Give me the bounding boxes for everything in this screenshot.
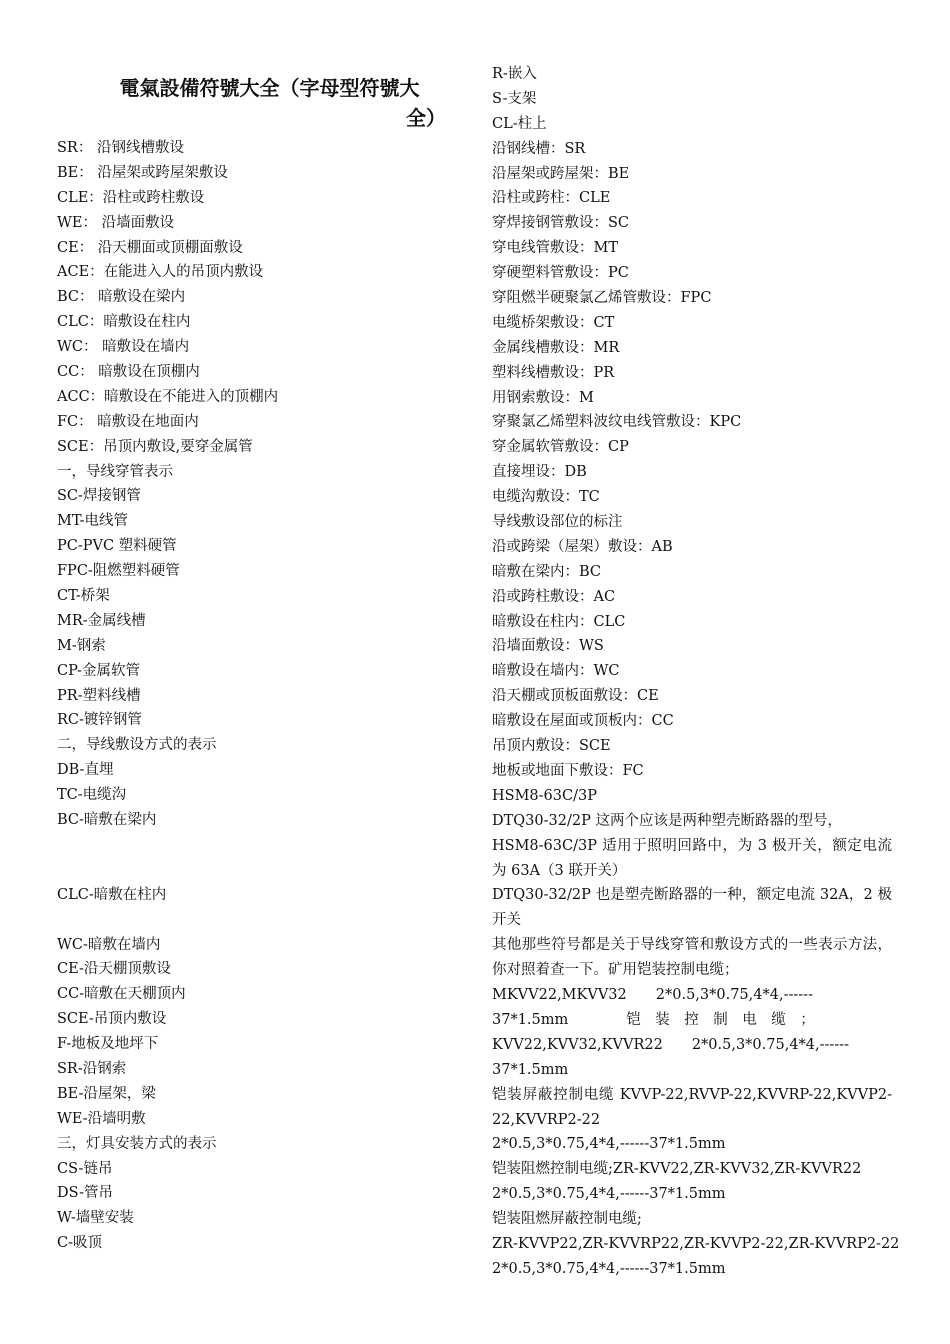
text-line: CP-金属软管 [57, 662, 140, 679]
text-line: ZR-KVVP22,ZR-KVVRP22,ZR-KVVP2-22,ZR-KVVRP2-22 [492, 1235, 900, 1252]
text-line: 2*0.5,3*0.75,4*4,------37*1.5mm [492, 1136, 726, 1153]
text-line: TC-电缆沟 [57, 787, 127, 804]
text-line: MKVV22,MKVV32 2*0.5,3*0.75,4*4,------ [492, 987, 813, 1004]
right-column [492, 62, 900, 1282]
text-line: 2*0.5,3*0.75,4*4,------37*1.5mm [492, 1260, 726, 1277]
text-line: 电缆桥架敷设：CT [492, 314, 615, 331]
text-line: BE： 沿屋架或跨屋架敷设 [57, 164, 228, 181]
text-line: SCE-吊顶内敷设 [57, 1011, 167, 1028]
text-line: M-钢索 [57, 637, 106, 654]
text-line: CLC-暗敷在柱内 [57, 886, 167, 903]
text-line: PR-塑料线槽 [57, 687, 141, 704]
text-line: SC-焊接钢管 [57, 488, 141, 505]
text-line: WE： 沿墙面敷设 [57, 214, 175, 231]
text-line: CC-暗敷在天棚顶内 [57, 986, 186, 1003]
text-line: 沿屋架或跨屋架：BE [492, 165, 630, 182]
text-line: 沿柱或跨柱：CLE [492, 190, 611, 207]
text-line: KVV22,KVV32,KVVR22 2*0.5,3*0.75,4*4,------ [492, 1036, 850, 1053]
text-line: ACE：在能进入人的吊顶内敷设 [57, 264, 264, 281]
text-line: 铠装阻燃屏蔽控制电缆; [492, 1211, 642, 1228]
text-line: 暗敷设在柱内：CLC [492, 613, 626, 630]
text-line: 沿或跨柱敷设：AC [492, 588, 616, 605]
text-line: 直接埋设：DB [492, 464, 587, 481]
text-line: 金属线槽敷设：MR [492, 339, 620, 356]
title-line-2: 全） [406, 106, 446, 130]
text-line: CC： 暗敷设在顶棚内 [57, 364, 200, 381]
blank-line [57, 908, 467, 933]
text-line: DB-直埋 [57, 762, 114, 779]
text-line: W-墙壁安装 [57, 1210, 134, 1227]
text-line: 沿墙面敷设：WS [492, 638, 604, 655]
text-line: CE-沿天棚顶敷设 [57, 961, 171, 978]
text-line: 37*1.5mm [492, 1061, 569, 1078]
text-line: CT-桥架 [57, 588, 110, 605]
text-line: 二，导线敷设方式的表示 [57, 737, 217, 754]
text-line: ACC：暗敷设在不能进入的顶棚内 [57, 388, 279, 405]
text-line: DTQ30-32/2P 这两个应该是两种塑壳断路器的型号， [492, 812, 842, 829]
blank-line [57, 833, 467, 858]
text-line: CLC：暗敷设在柱内 [57, 314, 191, 331]
text-line: 用钢索敷设：M [492, 389, 594, 406]
text-line: HSM8-63C/3P [492, 787, 597, 804]
text-line: C-吸顶 [57, 1235, 102, 1252]
text-line: SR： 沿钢线槽敷设 [57, 140, 184, 156]
text-line: 电缆沟敷设：TC [492, 489, 600, 506]
text-line: 其他那些符号都是关于导线穿管和敷设方式的一些表示方法，你对照着查一下。矿用铠装控制电缆； [492, 937, 892, 979]
text-line: 穿电线管敷设：MT [492, 240, 619, 257]
text-line: 穿金属软管敷设：CP [492, 439, 629, 456]
text-line: BC-暗敷在梁内 [57, 812, 157, 829]
text-line: MT-电线管 [57, 513, 129, 530]
right-lines [492, 62, 900, 1282]
text-line: SR-沿钢索 [57, 1060, 127, 1077]
text-line: CS-链吊 [57, 1160, 113, 1177]
text-line: 一，导线穿管表示 [57, 463, 173, 480]
text-line: PC-PVC 塑料硬管 [57, 538, 177, 555]
text-line: 导线敷设部位的标注 [492, 514, 623, 531]
text-line: 塑料线槽敷设：PR [492, 364, 615, 381]
text-line: FPC-阻燃塑料硬管 [57, 563, 180, 580]
text-line: S-支架 [492, 90, 537, 107]
text-line: BE-沿屋架，梁 [57, 1085, 156, 1102]
text-line: 地板或地面下敷设：FC [492, 762, 644, 779]
text-line: 2*0.5,3*0.75,4*4,------37*1.5mm [492, 1186, 726, 1203]
text-line: 沿或跨梁（屋架）敷设：AB [492, 538, 673, 555]
text-line: 穿硬塑料管敷设：PC [492, 265, 629, 282]
left-column [57, 62, 467, 1256]
text-line: WC： 暗敷设在墙内 [57, 339, 190, 356]
text-line: BC： 暗敷设在梁内 [57, 289, 186, 306]
text-line: HSM8-63C/3P 适用于照明回路中，为 3 极开关，额定电流为 63A（3 联开关） [492, 837, 892, 879]
text-line: 沿钢线槽：SR [492, 140, 586, 157]
blank-line [57, 858, 467, 883]
text-line: F-地板及地坪下 [57, 1036, 159, 1053]
left-lines [57, 136, 467, 1256]
text-line: DS-管吊 [57, 1185, 113, 1202]
text-line: 穿阻燃半硬聚氯乙烯管敷设：FPC [492, 290, 712, 307]
text-line: MR-金属线槽 [57, 612, 146, 629]
text-line: FC： 暗敷设在地面内 [57, 413, 199, 430]
text-line: 暗敷设在屋面或顶板内：CC [492, 713, 674, 730]
text-line: 铠装阻燃控制电缆;ZR-KVV22,ZR-KVV32,ZR-KVVR22 [492, 1161, 862, 1178]
title-line-1: 電氣設備符號大全（字母型符號大 [119, 76, 420, 100]
text-line: 沿天棚或顶板面敷设：CE [492, 688, 659, 705]
text-line: 穿聚氯乙烯塑料波纹电线管敷设：KPC [492, 414, 742, 431]
text-line: 暗敷设在墙内：WC [492, 663, 620, 680]
text-line: RC-镀锌钢管 [57, 712, 142, 729]
text-line: DTQ30-32/2P 也是塑壳断路器的一种，额定电流 32A，2 极开关 [492, 887, 892, 929]
text-line: 37*1.5mm 铠 装 控 制 电 缆 ； [492, 1011, 815, 1028]
text-line: SCE：吊顶内敷设,要穿金属管 [57, 438, 253, 455]
text-line: CLE：沿柱或跨柱敷设 [57, 189, 205, 206]
text-line: WE-沿墙明敷 [57, 1110, 146, 1127]
text-line: 暗敷在梁内：BC [492, 563, 602, 580]
text-line: 穿焊接钢管敷设：SC [492, 215, 630, 232]
text-line: 铠装屏蔽控制电缆 KVVP-22,RVVP-22,KVVRP-22,KVVP2-22,KVVRP2-22 [492, 1086, 892, 1128]
text-line: R-嵌入 [492, 66, 537, 82]
text-line: CL-柱上 [492, 115, 547, 132]
text-line: 三，灯具安装方式的表示 [57, 1135, 217, 1152]
text-line: WC-暗敷在墙内 [57, 936, 161, 953]
text-line: CE： 沿天棚面或顶棚面敷设 [57, 239, 243, 256]
document-title [57, 73, 462, 133]
text-line: 吊顶内敷设：SCE [492, 738, 611, 755]
